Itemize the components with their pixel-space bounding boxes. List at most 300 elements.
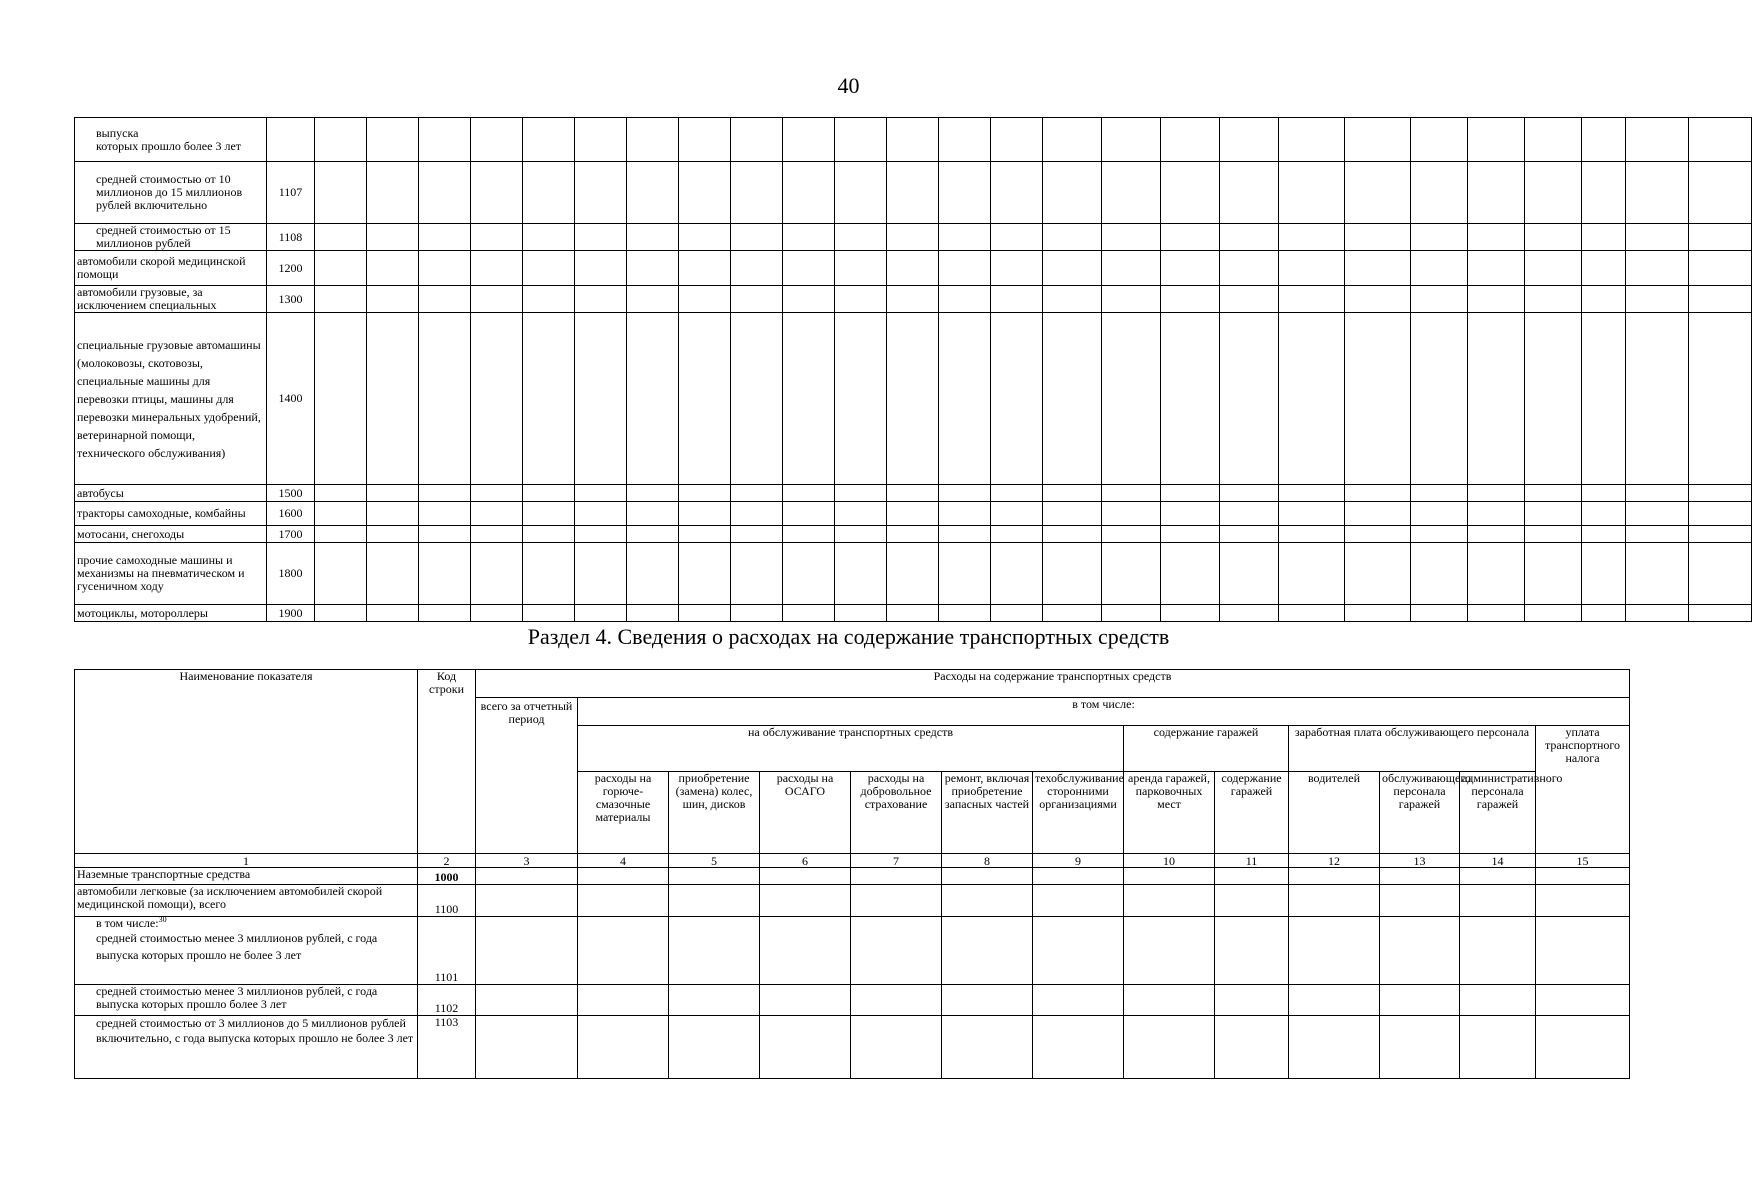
- data-cell[interactable]: [783, 502, 835, 526]
- data-cell[interactable]: [1411, 224, 1468, 251]
- data-cell[interactable]: [367, 224, 419, 251]
- data-cell[interactable]: [471, 485, 523, 502]
- data-cell[interactable]: [523, 251, 575, 286]
- data-cell[interactable]: [1289, 985, 1380, 1016]
- data-cell[interactable]: [1215, 917, 1289, 985]
- data-cell[interactable]: [523, 224, 575, 251]
- data-cell[interactable]: [939, 286, 991, 313]
- data-cell[interactable]: [1626, 224, 1689, 251]
- data-cell[interactable]: [1626, 313, 1689, 485]
- data-cell[interactable]: [1411, 251, 1468, 286]
- data-cell[interactable]: [419, 224, 471, 251]
- data-cell[interactable]: [1345, 251, 1411, 286]
- data-cell[interactable]: [627, 224, 679, 251]
- data-cell[interactable]: [315, 502, 367, 526]
- data-cell[interactable]: [1279, 286, 1345, 313]
- data-cell[interactable]: [679, 286, 731, 313]
- data-cell[interactable]: [1220, 118, 1279, 162]
- data-cell[interactable]: [1582, 118, 1626, 162]
- data-cell[interactable]: [1468, 543, 1525, 605]
- data-cell[interactable]: [523, 313, 575, 485]
- data-cell[interactable]: [851, 1016, 942, 1079]
- data-cell[interactable]: [1411, 485, 1468, 502]
- data-cell[interactable]: [1525, 502, 1582, 526]
- data-cell[interactable]: [315, 605, 367, 622]
- data-cell[interactable]: [1582, 485, 1626, 502]
- data-cell[interactable]: [575, 313, 627, 485]
- data-cell[interactable]: [1043, 526, 1102, 543]
- data-cell[interactable]: [1043, 502, 1102, 526]
- data-cell[interactable]: [1536, 985, 1630, 1016]
- data-cell[interactable]: [887, 543, 939, 605]
- data-cell[interactable]: [1380, 1016, 1460, 1079]
- data-cell[interactable]: [1536, 885, 1630, 917]
- data-cell[interactable]: [1033, 868, 1124, 885]
- data-cell[interactable]: [1102, 502, 1161, 526]
- data-cell[interactable]: [1345, 605, 1411, 622]
- data-cell[interactable]: [1626, 286, 1689, 313]
- data-cell[interactable]: [942, 1016, 1033, 1079]
- data-cell[interactable]: [1279, 251, 1345, 286]
- data-cell[interactable]: [367, 526, 419, 543]
- data-cell[interactable]: [1220, 543, 1279, 605]
- data-cell[interactable]: [1279, 313, 1345, 485]
- data-cell[interactable]: [627, 502, 679, 526]
- data-cell[interactable]: [783, 118, 835, 162]
- data-cell[interactable]: [315, 526, 367, 543]
- data-cell[interactable]: [367, 162, 419, 224]
- data-cell[interactable]: [1460, 868, 1536, 885]
- data-cell[interactable]: [783, 251, 835, 286]
- data-cell[interactable]: [679, 224, 731, 251]
- data-cell[interactable]: [1525, 118, 1582, 162]
- data-cell[interactable]: [1279, 485, 1345, 502]
- data-cell[interactable]: [367, 251, 419, 286]
- data-cell[interactable]: [1043, 162, 1102, 224]
- data-cell[interactable]: [1043, 313, 1102, 485]
- data-cell[interactable]: [991, 543, 1043, 605]
- data-cell[interactable]: [627, 251, 679, 286]
- data-cell[interactable]: [851, 917, 942, 985]
- data-cell[interactable]: [1345, 118, 1411, 162]
- data-cell[interactable]: [669, 885, 760, 917]
- data-cell[interactable]: [627, 118, 679, 162]
- data-cell[interactable]: [1102, 251, 1161, 286]
- data-cell[interactable]: [1468, 502, 1525, 526]
- data-cell[interactable]: [1460, 917, 1536, 985]
- data-cell[interactable]: [731, 526, 783, 543]
- data-cell[interactable]: [783, 162, 835, 224]
- data-cell[interactable]: [1102, 485, 1161, 502]
- data-cell[interactable]: [315, 543, 367, 605]
- data-cell[interactable]: [627, 313, 679, 485]
- data-cell[interactable]: [942, 985, 1033, 1016]
- data-cell[interactable]: [835, 286, 887, 313]
- data-cell[interactable]: [1102, 526, 1161, 543]
- data-cell[interactable]: [1411, 313, 1468, 485]
- data-cell[interactable]: [731, 543, 783, 605]
- data-cell[interactable]: [1220, 162, 1279, 224]
- data-cell[interactable]: [887, 118, 939, 162]
- data-cell[interactable]: [471, 286, 523, 313]
- data-cell[interactable]: [1220, 526, 1279, 543]
- data-cell[interactable]: [471, 224, 523, 251]
- data-cell[interactable]: [1525, 224, 1582, 251]
- data-cell[interactable]: [476, 885, 578, 917]
- data-cell[interactable]: [887, 485, 939, 502]
- data-cell[interactable]: [476, 868, 578, 885]
- data-cell[interactable]: [1289, 1016, 1380, 1079]
- data-cell[interactable]: [419, 162, 471, 224]
- data-cell[interactable]: [315, 286, 367, 313]
- data-cell[interactable]: [578, 1016, 669, 1079]
- data-cell[interactable]: [1411, 526, 1468, 543]
- data-cell[interactable]: [471, 605, 523, 622]
- data-cell[interactable]: [991, 485, 1043, 502]
- data-cell[interactable]: [835, 502, 887, 526]
- data-cell[interactable]: [1411, 162, 1468, 224]
- data-cell[interactable]: [991, 251, 1043, 286]
- data-cell[interactable]: [783, 485, 835, 502]
- data-cell[interactable]: [991, 118, 1043, 162]
- data-cell[interactable]: [679, 526, 731, 543]
- data-cell[interactable]: [1525, 485, 1582, 502]
- data-cell[interactable]: [315, 162, 367, 224]
- data-cell[interactable]: [1525, 286, 1582, 313]
- data-cell[interactable]: [367, 286, 419, 313]
- data-cell[interactable]: [367, 543, 419, 605]
- data-cell[interactable]: [1468, 118, 1525, 162]
- data-cell[interactable]: [1468, 162, 1525, 224]
- data-cell[interactable]: [471, 251, 523, 286]
- data-cell[interactable]: [1689, 502, 1752, 526]
- data-cell[interactable]: [1220, 224, 1279, 251]
- data-cell[interactable]: [1411, 118, 1468, 162]
- data-cell[interactable]: [1161, 313, 1220, 485]
- data-cell[interactable]: [887, 502, 939, 526]
- data-cell[interactable]: [1380, 985, 1460, 1016]
- data-cell[interactable]: [575, 485, 627, 502]
- data-cell[interactable]: [1468, 605, 1525, 622]
- data-cell[interactable]: [1161, 251, 1220, 286]
- data-cell[interactable]: [760, 1016, 851, 1079]
- data-cell[interactable]: [1161, 286, 1220, 313]
- data-cell[interactable]: [939, 162, 991, 224]
- data-cell[interactable]: [575, 251, 627, 286]
- data-cell[interactable]: [1043, 485, 1102, 502]
- data-cell[interactable]: [1411, 286, 1468, 313]
- data-cell[interactable]: [1033, 985, 1124, 1016]
- data-cell[interactable]: [887, 162, 939, 224]
- data-cell[interactable]: [1220, 313, 1279, 485]
- data-cell[interactable]: [575, 118, 627, 162]
- data-cell[interactable]: [991, 286, 1043, 313]
- data-cell[interactable]: [669, 868, 760, 885]
- data-cell[interactable]: [476, 917, 578, 985]
- data-cell[interactable]: [1102, 313, 1161, 485]
- data-cell[interactable]: [939, 605, 991, 622]
- data-cell[interactable]: [1689, 605, 1752, 622]
- data-cell[interactable]: [367, 313, 419, 485]
- data-cell[interactable]: [575, 286, 627, 313]
- data-cell[interactable]: [1468, 251, 1525, 286]
- data-cell[interactable]: [1345, 286, 1411, 313]
- data-cell[interactable]: [1525, 313, 1582, 485]
- data-cell[interactable]: [731, 502, 783, 526]
- data-cell[interactable]: [367, 485, 419, 502]
- data-cell[interactable]: [783, 313, 835, 485]
- data-cell[interactable]: [1536, 868, 1630, 885]
- data-cell[interactable]: [942, 868, 1033, 885]
- data-cell[interactable]: [1411, 543, 1468, 605]
- data-cell[interactable]: [627, 526, 679, 543]
- data-cell[interactable]: [1345, 526, 1411, 543]
- data-cell[interactable]: [1345, 162, 1411, 224]
- data-cell[interactable]: [471, 502, 523, 526]
- data-cell[interactable]: [679, 118, 731, 162]
- data-cell[interactable]: [1124, 985, 1215, 1016]
- data-cell[interactable]: [1411, 502, 1468, 526]
- data-cell[interactable]: [1161, 118, 1220, 162]
- data-cell[interactable]: [669, 1016, 760, 1079]
- data-cell[interactable]: [1033, 1016, 1124, 1079]
- data-cell[interactable]: [1124, 917, 1215, 985]
- data-cell[interactable]: [419, 286, 471, 313]
- data-cell[interactable]: [851, 868, 942, 885]
- data-cell[interactable]: [939, 224, 991, 251]
- data-cell[interactable]: [575, 605, 627, 622]
- data-cell[interactable]: [939, 485, 991, 502]
- data-cell[interactable]: [1460, 1016, 1536, 1079]
- data-cell[interactable]: [835, 313, 887, 485]
- data-cell[interactable]: [1582, 224, 1626, 251]
- data-cell[interactable]: [419, 251, 471, 286]
- data-cell[interactable]: [679, 502, 731, 526]
- data-cell[interactable]: [731, 313, 783, 485]
- data-cell[interactable]: [471, 313, 523, 485]
- data-cell[interactable]: [1033, 917, 1124, 985]
- data-cell[interactable]: [419, 605, 471, 622]
- data-cell[interactable]: [939, 118, 991, 162]
- data-cell[interactable]: [523, 543, 575, 605]
- data-cell[interactable]: [523, 605, 575, 622]
- data-cell[interactable]: [1525, 162, 1582, 224]
- data-cell[interactable]: [1161, 224, 1220, 251]
- data-cell[interactable]: [1102, 224, 1161, 251]
- data-cell[interactable]: [1220, 502, 1279, 526]
- data-cell[interactable]: [783, 286, 835, 313]
- data-cell[interactable]: [731, 605, 783, 622]
- data-cell[interactable]: [575, 543, 627, 605]
- data-cell[interactable]: [419, 526, 471, 543]
- data-cell[interactable]: [669, 985, 760, 1016]
- data-cell[interactable]: [627, 543, 679, 605]
- data-cell[interactable]: [1582, 605, 1626, 622]
- data-cell[interactable]: [1220, 605, 1279, 622]
- data-cell[interactable]: [731, 485, 783, 502]
- data-cell[interactable]: [1468, 526, 1525, 543]
- data-cell[interactable]: [731, 286, 783, 313]
- data-cell[interactable]: [1689, 485, 1752, 502]
- data-cell[interactable]: [315, 251, 367, 286]
- data-cell[interactable]: [851, 885, 942, 917]
- data-cell[interactable]: [523, 485, 575, 502]
- data-cell[interactable]: [1279, 118, 1345, 162]
- data-cell[interactable]: [760, 985, 851, 1016]
- data-cell[interactable]: [991, 502, 1043, 526]
- data-cell[interactable]: [835, 162, 887, 224]
- data-cell[interactable]: [1102, 286, 1161, 313]
- data-cell[interactable]: [1582, 251, 1626, 286]
- data-cell[interactable]: [367, 605, 419, 622]
- data-cell[interactable]: [1279, 543, 1345, 605]
- data-cell[interactable]: [1161, 543, 1220, 605]
- data-cell[interactable]: [1345, 502, 1411, 526]
- data-cell[interactable]: [1582, 502, 1626, 526]
- data-cell[interactable]: [1536, 917, 1630, 985]
- data-cell[interactable]: [1468, 224, 1525, 251]
- data-cell[interactable]: [523, 526, 575, 543]
- data-cell[interactable]: [991, 162, 1043, 224]
- data-cell[interactable]: [1626, 543, 1689, 605]
- data-cell[interactable]: [835, 251, 887, 286]
- data-cell[interactable]: [471, 118, 523, 162]
- data-cell[interactable]: [627, 485, 679, 502]
- data-cell[interactable]: [1626, 526, 1689, 543]
- data-cell[interactable]: [835, 485, 887, 502]
- data-cell[interactable]: [887, 286, 939, 313]
- data-cell[interactable]: [1345, 313, 1411, 485]
- data-cell[interactable]: [939, 526, 991, 543]
- data-cell[interactable]: [1626, 251, 1689, 286]
- data-cell[interactable]: [991, 224, 1043, 251]
- data-cell[interactable]: [835, 526, 887, 543]
- data-cell[interactable]: [419, 502, 471, 526]
- data-cell[interactable]: [1582, 286, 1626, 313]
- data-cell[interactable]: [578, 985, 669, 1016]
- data-cell[interactable]: [1582, 162, 1626, 224]
- data-cell[interactable]: [1525, 543, 1582, 605]
- data-cell[interactable]: [731, 224, 783, 251]
- data-cell[interactable]: [1124, 868, 1215, 885]
- data-cell[interactable]: [991, 313, 1043, 485]
- data-cell[interactable]: [887, 605, 939, 622]
- data-cell[interactable]: [523, 162, 575, 224]
- data-cell[interactable]: [1043, 118, 1102, 162]
- data-cell[interactable]: [1161, 162, 1220, 224]
- data-cell[interactable]: [578, 917, 669, 985]
- data-cell[interactable]: [731, 118, 783, 162]
- data-cell[interactable]: [419, 485, 471, 502]
- data-cell[interactable]: [471, 526, 523, 543]
- data-cell[interactable]: [887, 313, 939, 485]
- data-cell[interactable]: [471, 543, 523, 605]
- data-cell[interactable]: [1380, 917, 1460, 985]
- data-cell[interactable]: [835, 605, 887, 622]
- data-cell[interactable]: [1289, 885, 1380, 917]
- data-cell[interactable]: [1161, 526, 1220, 543]
- data-cell[interactable]: [942, 917, 1033, 985]
- data-cell[interactable]: [476, 1016, 578, 1079]
- data-cell[interactable]: [1289, 917, 1380, 985]
- data-cell[interactable]: [1043, 286, 1102, 313]
- data-cell[interactable]: [315, 485, 367, 502]
- data-cell[interactable]: [1102, 162, 1161, 224]
- data-cell[interactable]: [367, 118, 419, 162]
- data-cell[interactable]: [1102, 605, 1161, 622]
- data-cell[interactable]: [783, 224, 835, 251]
- data-cell[interactable]: [1279, 605, 1345, 622]
- data-cell[interactable]: [578, 868, 669, 885]
- data-cell[interactable]: [1626, 485, 1689, 502]
- data-cell[interactable]: [1215, 885, 1289, 917]
- data-cell[interactable]: [1626, 162, 1689, 224]
- data-cell[interactable]: [575, 502, 627, 526]
- data-cell[interactable]: [315, 313, 367, 485]
- data-cell[interactable]: [627, 605, 679, 622]
- data-cell[interactable]: [1626, 605, 1689, 622]
- data-cell[interactable]: [419, 118, 471, 162]
- data-cell[interactable]: [991, 605, 1043, 622]
- data-cell[interactable]: [1124, 885, 1215, 917]
- data-cell[interactable]: [783, 605, 835, 622]
- data-cell[interactable]: [1279, 502, 1345, 526]
- data-cell[interactable]: [575, 224, 627, 251]
- data-cell[interactable]: [1468, 286, 1525, 313]
- data-cell[interactable]: [760, 868, 851, 885]
- data-cell[interactable]: [1220, 286, 1279, 313]
- data-cell[interactable]: [851, 985, 942, 1016]
- data-cell[interactable]: [523, 502, 575, 526]
- data-cell[interactable]: [1033, 885, 1124, 917]
- data-cell[interactable]: [783, 526, 835, 543]
- data-cell[interactable]: [1043, 605, 1102, 622]
- data-cell[interactable]: [1043, 251, 1102, 286]
- data-cell[interactable]: [1345, 485, 1411, 502]
- data-cell[interactable]: [1468, 313, 1525, 485]
- data-cell[interactable]: [1124, 1016, 1215, 1079]
- data-cell[interactable]: [1582, 313, 1626, 485]
- data-cell[interactable]: [835, 224, 887, 251]
- data-cell[interactable]: [1536, 1016, 1630, 1079]
- data-cell[interactable]: [679, 251, 731, 286]
- data-cell[interactable]: [1689, 118, 1752, 162]
- data-cell[interactable]: [1279, 162, 1345, 224]
- data-cell[interactable]: [760, 885, 851, 917]
- data-cell[interactable]: [575, 162, 627, 224]
- data-cell[interactable]: [1460, 985, 1536, 1016]
- data-cell[interactable]: [939, 313, 991, 485]
- data-cell[interactable]: [1102, 543, 1161, 605]
- data-cell[interactable]: [679, 485, 731, 502]
- data-cell[interactable]: [315, 118, 367, 162]
- data-cell[interactable]: [1582, 543, 1626, 605]
- data-cell[interactable]: [1689, 286, 1752, 313]
- data-cell[interactable]: [1279, 526, 1345, 543]
- data-cell[interactable]: [1525, 605, 1582, 622]
- data-cell[interactable]: [731, 162, 783, 224]
- data-cell[interactable]: [1215, 868, 1289, 885]
- data-cell[interactable]: [1626, 118, 1689, 162]
- data-cell[interactable]: [1582, 526, 1626, 543]
- data-cell[interactable]: [1689, 313, 1752, 485]
- data-cell[interactable]: [523, 286, 575, 313]
- data-cell[interactable]: [1468, 485, 1525, 502]
- data-cell[interactable]: [991, 526, 1043, 543]
- data-cell[interactable]: [367, 502, 419, 526]
- data-cell[interactable]: [835, 118, 887, 162]
- data-cell[interactable]: [1220, 251, 1279, 286]
